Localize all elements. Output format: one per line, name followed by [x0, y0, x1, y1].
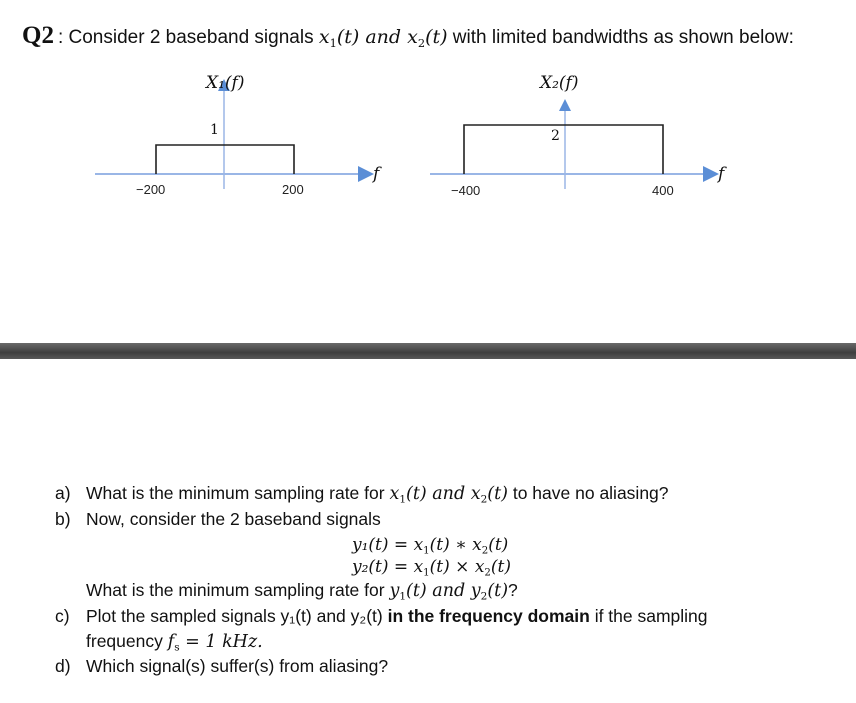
x2-amplitude-label: 2 [551, 128, 560, 144]
question-d-letter: d) [55, 656, 71, 676]
question-b-letter: b) [55, 509, 71, 529]
qa-x1-arg: (t) [406, 484, 427, 504]
eq1-x1-arg: (t) [429, 535, 450, 555]
x1-subscript: 1 [329, 35, 337, 50]
qc-line1-prefix: Plot the sampled signals y₁(t) and y₂(t) [86, 606, 388, 626]
question-a-letter: a) [55, 483, 71, 503]
eq2-x1: x [413, 557, 424, 577]
qa-x2: x [470, 484, 481, 504]
qa-x1: x [389, 484, 400, 504]
x2-symbol: x [407, 26, 418, 48]
question-d [55, 656, 388, 677]
x2-arg: (t) [425, 26, 448, 48]
qc-line1-bold: in the frequency domain [387, 606, 590, 626]
and-word: and [359, 26, 408, 48]
qa-and: and [426, 484, 471, 504]
x1-symbol: x [318, 26, 330, 48]
qc-line2-prefix: frequency [86, 631, 168, 651]
eq1-lhs: y₁(t) = [352, 535, 414, 555]
intro-prefix: : Consider 2 baseband signals [57, 27, 319, 48]
eq1-x1: x [413, 535, 424, 555]
qb-y1-sub: 1 [399, 590, 407, 603]
question-d-text: Which signal(s) suffer(s) from aliasing? [86, 656, 389, 676]
qa-x2-arg: (t) [487, 484, 508, 504]
x2-plot-label: X₂(f) [540, 73, 579, 93]
x1-f-axis-label: f [373, 164, 380, 184]
qb-y1: y [389, 581, 400, 601]
eq1-operator: ∗ [449, 535, 473, 555]
eq1-x1-sub: 1 [423, 545, 430, 557]
qa-x1-sub: 1 [399, 493, 406, 506]
x2-tick-left: −400 [451, 183, 481, 198]
x1-plot-label: X₁(f) [206, 73, 245, 93]
eq1-x2: x [472, 535, 482, 555]
qb-y2-sub: 2 [480, 590, 488, 603]
qb-y2: y [470, 581, 481, 601]
question-number: Q2 [22, 22, 54, 49]
spectrum-figure [0, 0, 856, 340]
eq1-x2-sub: 2 [481, 545, 489, 557]
intro-suffix: with limited bandwidths as shown below: [447, 27, 794, 48]
question-c-letter: c) [55, 606, 70, 626]
x2-tick-right: 400 [652, 183, 674, 198]
question-a [55, 483, 669, 506]
qb-follow-prefix: What is the minimum sampling rate for [86, 580, 390, 600]
question-a-prefix: What is the minimum sampling rate for [86, 483, 390, 503]
x2-f-axis-label: f [718, 164, 725, 184]
eq1-x2-arg: (t) [488, 535, 509, 555]
qc-line1-suffix: if the sampling [589, 606, 708, 626]
qa-x2-sub: 2 [480, 493, 488, 506]
qc-fs-value: = 1 kHz. [179, 632, 263, 652]
eq2-x1-sub: 1 [423, 567, 430, 579]
eq2-x2-sub: 2 [484, 567, 491, 579]
question-c-line2 [86, 631, 263, 654]
eq2-x1-arg: (t) [429, 557, 450, 577]
qc-fs-sub: s [174, 641, 180, 654]
x1-tick-right: 200 [282, 182, 304, 197]
question-b-text: Now, consider the 2 baseband signals [86, 509, 381, 529]
equation-y1 [352, 535, 508, 557]
qb-and: and [426, 581, 471, 601]
x1-rect-spectrum [156, 145, 294, 174]
x2-subscript: 2 [417, 35, 426, 50]
x2-rect-spectrum [464, 125, 663, 174]
x1-arg: (t) [336, 26, 360, 48]
qc-fs: f [167, 632, 175, 652]
x1-tick-left: −200 [136, 182, 166, 197]
eq2-x2: x [474, 557, 485, 577]
question-a-suffix: to have no aliasing? [507, 483, 669, 503]
qb-y1-arg: (t) [406, 581, 427, 601]
question-b [55, 509, 381, 530]
x1-amplitude-label: 1 [210, 122, 219, 138]
equation-y2 [352, 557, 511, 579]
qb-follow-suffix: ? [508, 580, 518, 600]
eq2-lhs: y₂(t) = [352, 557, 414, 577]
eq2-operator: × [449, 557, 475, 577]
page-divider [0, 343, 856, 359]
question-c [55, 606, 708, 627]
question-b-followup [86, 580, 518, 603]
eq2-x2-arg: (t) [490, 557, 512, 577]
qb-y2-arg: (t) [487, 581, 509, 601]
